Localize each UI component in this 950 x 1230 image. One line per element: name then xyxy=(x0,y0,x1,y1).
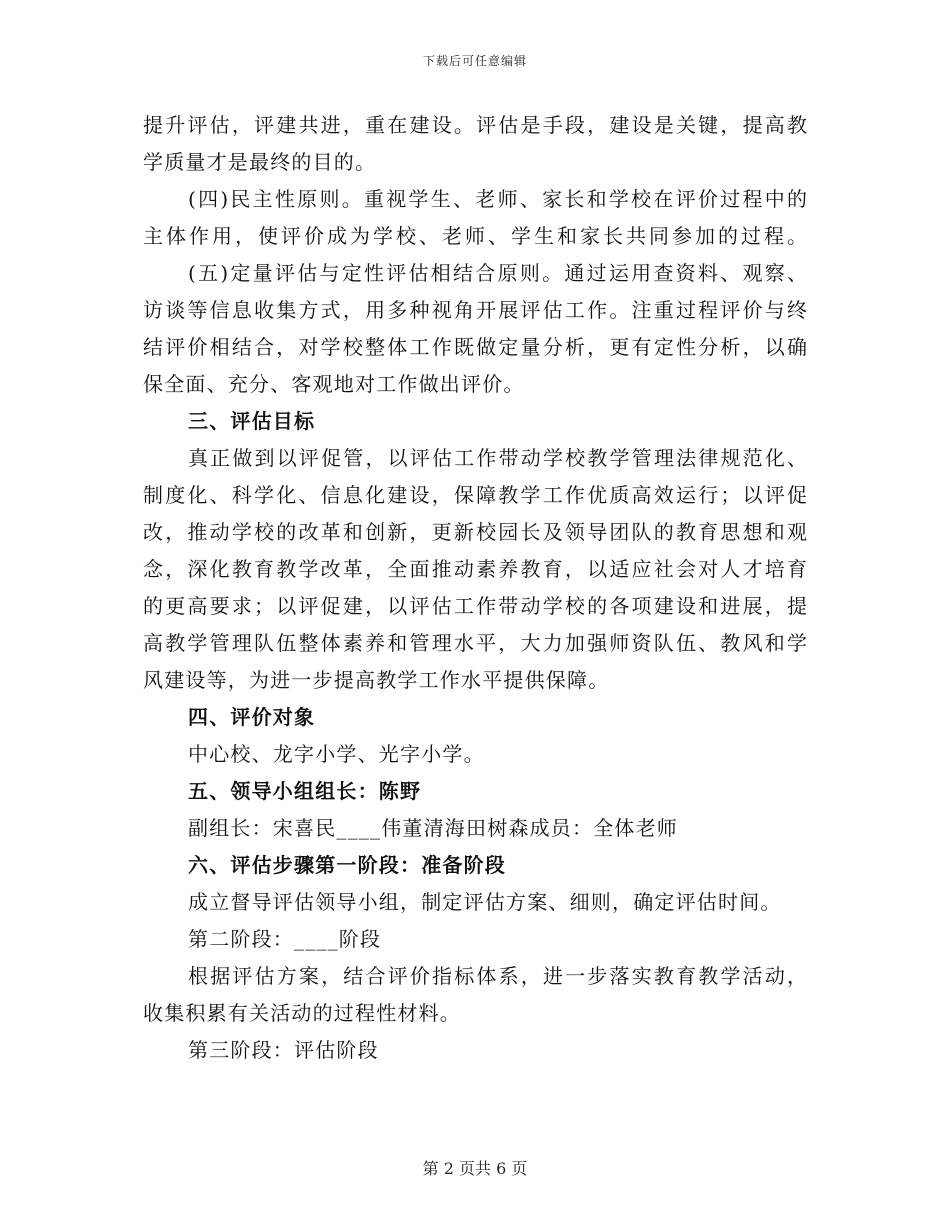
body-line: 高教学管理队伍整体素养和管理水平，大力加强师资队伍、教风和学 xyxy=(143,631,807,655)
page-header: 下载后可任意编辑 xyxy=(422,54,527,68)
body-line: (五)定量评估与定性评估相结合原则。通过运用查资料、观察、 xyxy=(188,261,807,285)
document-body xyxy=(143,107,807,1069)
body-line: 改，推动学校的改革和创新，更新校园长及领导团队的教育思想和观 xyxy=(143,520,807,544)
body-line: 主体作用，使评价成为学校、老师、学生和家长共同参加的过程。 xyxy=(143,224,807,248)
body-line: 收集积累有关活动的过程性材料。 xyxy=(143,1001,461,1025)
section-heading: 四、评价对象 xyxy=(188,705,316,729)
body-line: 提升评估，评建共进，重在建设。评估是手段，建设是关键，提高教 xyxy=(143,113,807,137)
section-heading: 三、评估目标 xyxy=(188,409,316,433)
body-line: 访谈等信息收集方式，用多种视角开展评估工作。注重过程评价与终 xyxy=(143,298,807,322)
body-line: 第三阶段：评估阶段 xyxy=(188,1038,379,1062)
body-line: (四)民主性原则。重视学生、老师、家长和学校在评价过程中的 xyxy=(188,187,807,211)
body-line: 中心校、龙字小学、光字小学。 xyxy=(188,742,485,766)
body-line: 制度化、科学化、信息化建设，保障教学工作优质高效运行；以评促 xyxy=(143,483,807,507)
body-line: 真正做到以评促管，以评估工作带动学校教学管理法律规范化、 xyxy=(188,446,807,470)
body-line: 的更高要求；以评促建，以评估工作带动学校的各项建设和进展，提 xyxy=(143,594,807,618)
body-line: 保全面、充分、客观地对工作做出评价。 xyxy=(143,372,525,396)
body-line: 第二阶段：____阶段 xyxy=(188,927,382,951)
body-line: 学质量才是最终的目的。 xyxy=(143,150,377,174)
section-heading: 六、评估步骤第一阶段：准备阶段 xyxy=(188,853,506,877)
body-line: 根据评估方案，结合评价指标体系，进一步落实教育教学活动， xyxy=(188,964,807,988)
body-line: 念，深化教育教学改革，全面推动素养教育，以适应社会对人才培育 xyxy=(143,557,807,581)
body-line: 风建设等，为进一步提高教学工作水平提供保障。 xyxy=(143,668,610,692)
body-line: 结评价相结合，对学校整体工作既做定量分析，更有定性分析，以确 xyxy=(143,335,807,359)
body-line: 副组长：宋喜民____伟董清海田树森成员：全体老师 xyxy=(188,816,678,840)
body-line: 成立督导评估领导小组，制定评估方案、细则，确定评估时间。 xyxy=(188,890,782,914)
section-heading: 五、领导小组组长：陈野 xyxy=(188,779,422,803)
page-footer: 第 2 页共 6 页 xyxy=(422,1159,528,1178)
